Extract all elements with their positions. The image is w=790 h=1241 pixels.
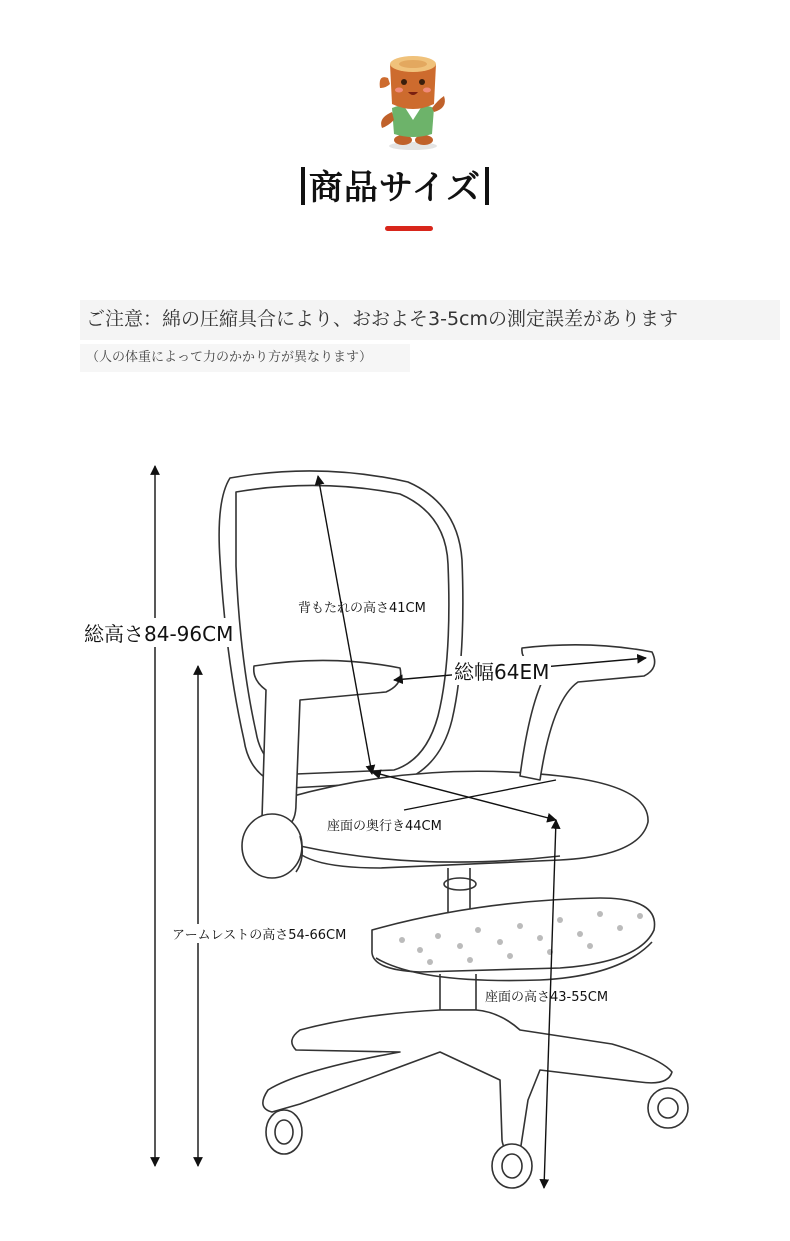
measurement-subnote: （人の体重によって力のかかり方が異なります） (80, 344, 410, 372)
total-height-label: 総高さ84-96CM (82, 618, 235, 647)
backrest-height-label: 背もたれの高さ41CM (298, 601, 426, 616)
seat-height-label: 座面の高さ43-55CM (485, 990, 609, 1005)
seat-depth-label: 座面の奥行き44CM (327, 819, 442, 834)
chair-drawing (219, 471, 688, 1188)
total-width-label: 総幅64EM (452, 656, 551, 685)
armrest-height-label: アームレストの高さ54-66CM (170, 924, 348, 943)
measurement-notice: ご注意：綿の圧縮具合により、おおよそ3-5cmの測定誤差があります (80, 300, 780, 340)
section-title-text: 商品サイズ (308, 168, 482, 208)
